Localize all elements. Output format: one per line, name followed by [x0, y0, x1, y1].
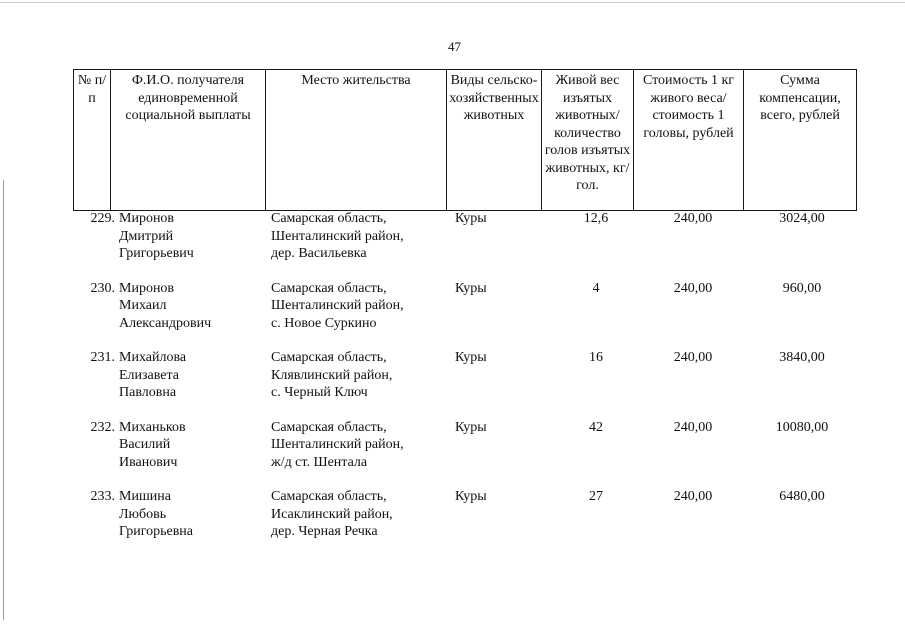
residence-line: с. Черный Ключ	[271, 385, 368, 400]
recipient-name-line: Михайлова	[119, 350, 187, 365]
animal-kind: Куры	[455, 489, 487, 504]
residence-line: Шенталинский район,	[271, 437, 404, 452]
live-weight: 27	[589, 489, 603, 504]
animal-kind: Куры	[455, 211, 487, 226]
recipient-name-line: Елизавета	[119, 367, 180, 383]
recipient-name	[119, 488, 269, 541]
animal-kind: Куры	[455, 419, 487, 435]
recipient-name-line: Миронов	[119, 211, 175, 226]
residence-line: Самарская область,	[271, 211, 387, 226]
header-number: № п/п	[74, 70, 111, 211]
scan-top-edge	[0, 2, 905, 3]
table-row	[73, 280, 856, 350]
compensation-sum: 6480,00	[779, 489, 825, 504]
recipient-name-line: Миронов	[119, 280, 175, 296]
recipient-name-line: Михаил	[119, 298, 167, 313]
recipient-name-line: Павловна	[119, 385, 177, 400]
unit-cost: 240,00	[673, 280, 713, 296]
compensation-sum: 10080,00	[775, 419, 829, 435]
residence-line: дер. Васильевка	[271, 246, 367, 261]
header-residence: Место жительства	[266, 70, 447, 211]
residence-line: ж/д ст. Шентала	[271, 454, 368, 470]
unit-cost: 240,00	[673, 350, 713, 365]
header-row	[74, 70, 857, 211]
recipient-name-line: Иванович	[119, 454, 178, 470]
residence-line: дер. Черная Речка	[271, 524, 378, 539]
live-weight: 12,6	[583, 211, 609, 226]
table-header	[73, 69, 857, 211]
scan-left-edge	[3, 180, 4, 620]
residence	[271, 280, 451, 333]
header-recipient-name: Ф.И.О. получателя единовременной социальной выплаты	[111, 70, 266, 211]
unit-cost: 240,00	[673, 489, 713, 504]
compensation-sum: 960,00	[782, 280, 822, 296]
recipient-name-line: Любовь	[119, 506, 167, 522]
table-row	[73, 419, 856, 489]
header-cost: Стоимость 1 кг живого веса/стоимость 1 головы, рублей	[634, 70, 744, 211]
recipient-name-line: Василий	[119, 437, 171, 452]
residence-line: Самарская область,	[271, 280, 387, 296]
recipient-name-line: Мишина	[119, 489, 171, 504]
recipient-name	[119, 419, 269, 472]
residence	[271, 419, 451, 472]
residence	[271, 349, 451, 402]
row-number: 229.	[90, 211, 115, 226]
row-number: 231.	[90, 350, 115, 365]
residence-line: Исаклинский район,	[271, 506, 393, 522]
live-weight: 16	[589, 350, 603, 365]
row-number: 232.	[90, 419, 115, 435]
live-weight: 42	[589, 419, 603, 435]
unit-cost: 240,00	[673, 419, 713, 435]
residence	[271, 210, 451, 263]
recipient-name-line: Григорьевна	[119, 524, 194, 539]
table-row	[73, 488, 856, 558]
recipient-name-line: Миханьков	[119, 419, 186, 435]
page-number: 47	[448, 39, 461, 54]
residence-line: Шенталинский район,	[271, 228, 404, 244]
table-row	[73, 349, 856, 419]
header-live-weight: Живой вес изъятых животных/ количество голов изъятых животных, кг/гол.	[542, 70, 634, 211]
residence-line: с. Новое Суркино	[271, 315, 377, 331]
unit-cost: 240,00	[673, 211, 713, 226]
recipient-name-line: Григорьевич	[119, 246, 194, 261]
residence-line: Клявлинский район,	[271, 367, 393, 383]
header-animal-kind: Виды сельско-хозяйственных животных	[447, 70, 542, 211]
compensation-sum: 3840,00	[779, 350, 825, 365]
row-number: 230.	[90, 280, 115, 296]
residence-line: Самарская область,	[271, 489, 387, 504]
table-body	[73, 210, 856, 558]
recipient-name-line: Дмитрий	[119, 228, 174, 244]
recipient-name	[119, 210, 269, 263]
table-row	[73, 210, 856, 280]
residence	[271, 488, 451, 541]
residence-line: Шенталинский район,	[271, 298, 404, 313]
animal-kind: Куры	[455, 350, 487, 365]
residence-line: Самарская область,	[271, 350, 387, 365]
row-number: 233.	[90, 489, 115, 504]
residence-line: Самарская область,	[271, 419, 387, 435]
live-weight: 4	[592, 280, 600, 296]
header-compensation-sum: Сумма компенсации, всего, рублей	[744, 70, 857, 211]
animal-kind: Куры	[455, 280, 487, 296]
recipient-name-line: Александрович	[119, 315, 212, 331]
compensation-sum: 3024,00	[779, 211, 825, 226]
recipient-name	[119, 280, 269, 333]
recipient-name	[119, 349, 269, 402]
